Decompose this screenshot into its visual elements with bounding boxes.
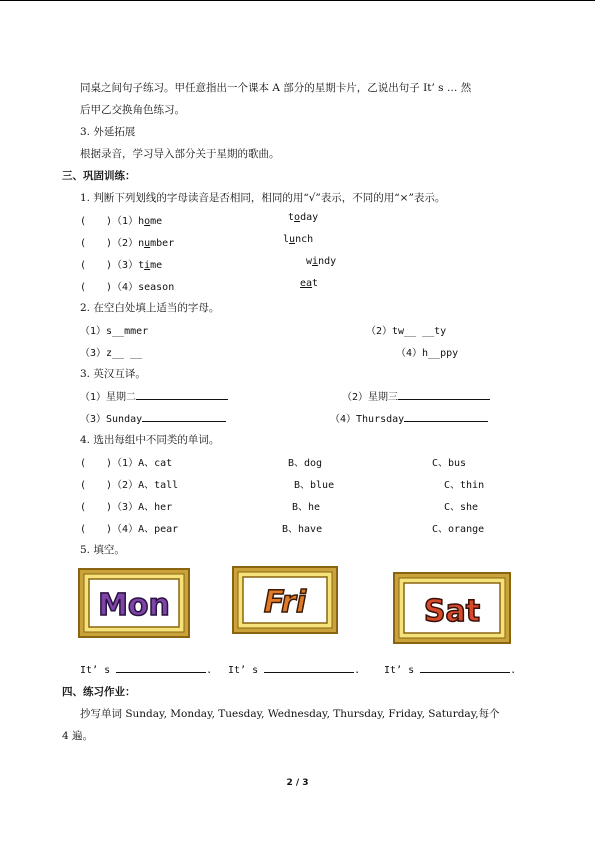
q4-option-b: B、have — [282, 524, 323, 535]
card-label: Sat — [423, 594, 481, 629]
homework-line-2: 4 遍。 — [62, 730, 94, 742]
q2-item: （2）tw__ __ty — [366, 326, 447, 337]
homework-line-1: 抄写单词 Sunday, Monday, Tuesday, Wednesday, Thursday, Friday, Saturday,每个 — [80, 708, 500, 720]
step-3-heading: 3. 外延拓展 — [80, 126, 136, 138]
q4-row: ( )（4）A、pear — [80, 524, 179, 535]
q4-option-c: C、bus — [432, 458, 467, 469]
section-4-heading: 四、练习作业： — [62, 686, 136, 698]
intro-line-2: 后甲乙交换角色练习。 — [80, 104, 185, 116]
q2-item: （4）h__ppy — [396, 348, 459, 359]
fill-sentence: It’ s . — [228, 662, 360, 676]
q4-option-b: B、dog — [288, 458, 323, 469]
card-sat — [393, 572, 511, 644]
q5-title: 5. 填空。 — [80, 544, 125, 556]
step-3-text: 根据录音，学习导入部分关于星期的歌曲。 — [80, 148, 280, 160]
q3-item: （4）Thursday — [330, 410, 488, 425]
q2-item: （1）s__mmer — [80, 326, 149, 337]
q4-row: ( )（2）A、tall — [80, 480, 179, 491]
card-label: Mon — [98, 588, 170, 623]
q3-item: （2）星期三 — [342, 388, 490, 403]
q4-option-b: B、he — [292, 502, 321, 513]
header-rule — [0, 0, 595, 1]
section-3-heading: 三、巩固训练： — [62, 170, 136, 182]
answer-blank — [398, 389, 490, 400]
q4-option-b: B、blue — [294, 480, 335, 491]
card-label: Fri — [263, 585, 307, 620]
page-number: 2 / 3 — [286, 778, 309, 788]
q3-item: （3）Sunday — [80, 410, 226, 425]
q3-item: （1）星期二 — [80, 388, 228, 403]
q1-compare-word: windy — [306, 256, 337, 267]
q4-row: ( )（3）A、her — [80, 502, 173, 513]
answer-blank — [404, 411, 488, 422]
q2-title: 2. 在空白处填上适当的字母。 — [80, 302, 220, 314]
card-mon — [78, 568, 190, 638]
q2-item: （3）z__ __ — [80, 348, 143, 359]
fill-sentence: It’ s . — [80, 662, 212, 676]
q4-option-c: C、orange — [432, 524, 485, 535]
intro-line-1: 同桌之间句子练习。甲任意指出一个课本 A 部分的星期卡片，乙说出句子 It’ s … 然 — [80, 82, 472, 94]
q1-row: ( )（1）home — [80, 216, 163, 227]
answer-blank — [420, 662, 510, 673]
q1-row: ( )（2）number — [80, 238, 175, 249]
answer-blank — [264, 662, 354, 673]
q4-option-c: C、thin — [444, 480, 485, 491]
q1-title: 1. 判断下列划线的字母读音是否相同，相同的用“√”表示，不同的用“×”表示。 — [80, 192, 446, 204]
card-fri — [232, 566, 338, 634]
q1-compare-word: today — [288, 212, 319, 223]
answer-blank — [136, 389, 228, 400]
q1-row: ( )（3）time — [80, 260, 163, 271]
q4-title: 4. 选出每组中不同类的单词。 — [80, 434, 220, 446]
q1-compare-word: eat — [300, 278, 319, 289]
q4-option-c: C、she — [444, 502, 479, 513]
q4-row: ( )（1）A、cat — [80, 458, 173, 469]
q3-title: 3. 英汉互译。 — [80, 368, 146, 380]
answer-blank — [116, 662, 206, 673]
fill-sentence: It’ s . — [384, 662, 516, 676]
q1-row: ( )（4）season — [80, 282, 175, 293]
q1-compare-word: lunch — [283, 234, 314, 245]
answer-blank — [142, 411, 226, 422]
